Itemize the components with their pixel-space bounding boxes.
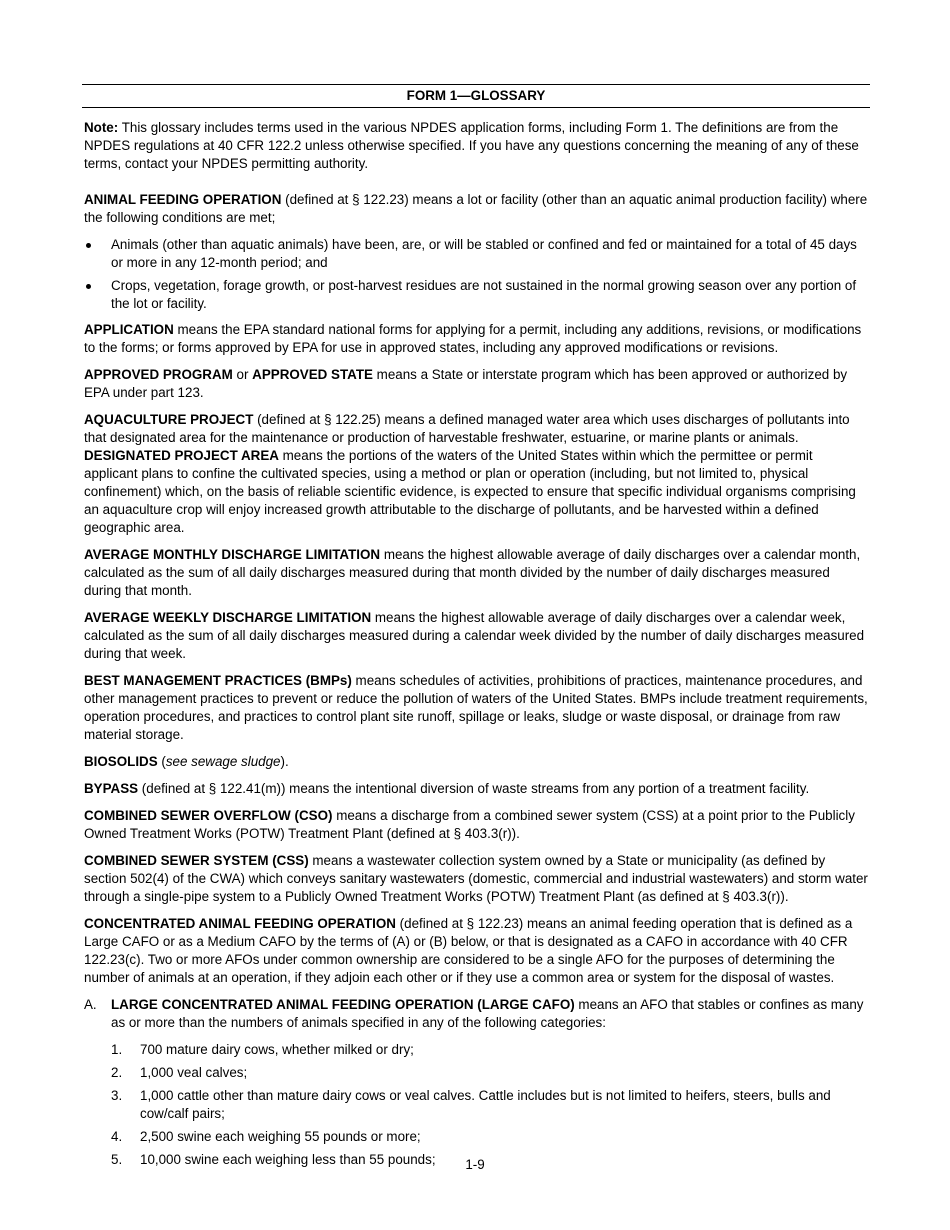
subsection-label: A. [84,997,97,1012]
glossary-note [84,119,868,173]
term: COMBINED SEWER SYSTEM (CSS) [84,853,309,868]
term: AVERAGE WEEKLY DISCHARGE LIMITATION [84,610,372,625]
item-text: 700 mature dairy cows, whether milked or dry; [140,1042,414,1057]
term: APPROVED PROGRAM [84,367,233,382]
connector: or [232,367,253,382]
entry-animal-feeding-operation [84,191,868,227]
cross-reference: see sewage sludge [165,754,281,769]
list-item [111,1128,868,1146]
term: BEST MANAGEMENT PRACTICES (BMPs) [84,673,352,688]
entry-bypass [84,780,868,798]
definition: means a wastewater collection system owned by a State or municipality (as defined by section 502(4) of the CWA) which conveys sanitary wastewaters (domestic, commercial and industrial wastewaters) and storm water through a single-pipe system to a Publicly Owned Treatment Works (POTW) Treatment Plant (as defined at § 403.3(r)). [84,853,868,904]
item-number: 1. [111,1042,123,1057]
definition: (defined at § 122.41(m)) means the intentional diversion of waste streams from any portion of a treatment facility. [138,781,810,796]
entry-average-weekly-discharge [84,609,868,663]
definition: (defined at § 122.23) means a lot or facility (other than an aquatic animal production facility) where the following conditions are met; [84,192,868,225]
term: CONCENTRATED ANIMAL FEEDING OPERATION [84,916,396,931]
item-number: 3. [111,1088,123,1103]
definition: (defined at § 122.23) means an animal feeding operation that is defined as a Large CAFO or as a Medium CAFO by the terms of (A) or (B) below, or that is designated as a CAFO in accordance with 40 CFR 122.23(c). Two or more AFOs under common ownership are considered to be a single AFO for the purposes of determining the number of animals at an operation, if they adjoin each other or if they use a common area or system for the disposal of wastes. [84,916,853,985]
note-text: This glossary includes terms used in the various NPDES application forms, including Form 1. The definitions are from the NPDES regulations at 40 CFR 122.2 unless otherwise specified. If you have any questions concerning the meaning of any of these terms, contact your NPDES permitting authority. [84,120,859,171]
entry-combined-sewer-system [84,852,868,906]
term: AQUACULTURE PROJECT [84,412,254,427]
list-item: Animals (other than aquatic animals) have been, are, or will be stabled or confined and fed or maintained for a total of 45 days or more in any 12-month period; and [84,236,868,272]
item-text: 1,000 veal calves; [140,1065,248,1080]
list-item [111,1087,868,1123]
list-item [111,1041,868,1059]
note-label: Note: [84,120,119,135]
term: APPROVED STATE [252,367,373,382]
item-number: 2. [111,1065,123,1080]
entry-combined-sewer-overflow [84,807,868,843]
definition: (defined at § 122.25) means a defined managed water area which uses discharges of pollutants into that designated area for the maintenance or production of harvestable freshwater, estuarine, or marine plants or animals. [84,412,850,445]
definition: means the highest allowable average of daily discharges over a calendar month, calculated as the sum of all daily discharges measured during that month divided by the number of daily discharges measured during that month. [84,547,861,598]
document-page [84,84,868,1174]
entry-average-monthly-discharge [84,546,868,600]
item-number: 5. [111,1152,123,1167]
term: APPLICATION [84,322,174,337]
term: DESIGNATED PROJECT AREA [84,448,279,463]
entry-aquaculture-project [84,411,868,537]
paren-open: ( [157,754,166,769]
entry-application [84,321,868,357]
list-item: Crops, vegetation, forage growth, or post-harvest residues are not sustained in the normal growing season over any portion of the lot or facility. [84,277,868,313]
definition: means a State or interstate program which has been approved or authorized by EPA under part 123. [84,367,848,400]
term: AVERAGE MONTHLY DISCHARGE LIMITATION [84,547,381,562]
definition: means the portions of the waters of the United States within which the permittee or permit applicant plans to confine the cultivated species, using a method or plan or operation (including, but not limited to, physical confinement) which, on the basis of reliable scientific evidence, is expected to ensure that specific individual organisms comprising an aquaculture crop will enjoy increased growth attributable to the discharge of pollutants, and be harvested within a defined geographic area. [84,448,856,535]
paren-close: ). [280,754,289,769]
large-cafo-categories-list [84,1041,868,1169]
item-text: 1,000 cattle other than mature dairy cows or veal calves. Cattle includes but is not limited to heifers, steers, bulls and cow/calf pairs; [140,1088,831,1121]
entry-concentrated-animal-feeding-operation [84,915,868,987]
page-title: FORM 1—GLOSSARY [82,84,870,108]
large-cafo-subsection [84,996,868,1032]
definition: means schedules of activities, prohibitions of practices, maintenance procedures, and other management practices to prevent or reduce the pollution of waters of the United States. BMPs include treatment requirements, operation procedures, and practices to control plant site runoff, spillage or leaks, sludge or waste disposal, or drainage from raw material storage. [84,673,868,742]
entry-approved-program [84,366,868,402]
definition: means the highest allowable average of daily discharges over a calendar week, calculated as the sum of all daily discharges measured during a calendar week divided by the number of daily discharges measured during that week. [84,610,865,661]
list-item [111,1064,868,1082]
page-number: 1-9 [465,1157,485,1172]
afo-conditions-list [84,236,868,313]
item-text: 2,500 swine each weighing 55 pounds or more; [140,1129,421,1144]
entry-biosolids [84,753,868,771]
item-text: 10,000 swine each weighing less than 55 pounds; [140,1152,436,1167]
term: COMBINED SEWER OVERFLOW (CSO) [84,808,333,823]
definition: means a discharge from a combined sewer system (CSS) at a point prior to the Publicly Owned Treatment Works (POTW) Treatment Plant (defined at § 403.3(r)). [84,808,855,841]
term: BIOSOLIDS [84,754,158,769]
term: ANIMAL FEEDING OPERATION [84,192,282,207]
term: LARGE CONCENTRATED ANIMAL FEEDING OPERATION (LARGE CAFO) [111,997,575,1012]
entry-best-management-practices [84,672,868,744]
term: BYPASS [84,781,139,796]
definition: means the EPA standard national forms for applying for a permit, including any additions, revisions, or modifications to the forms; or forms approved by EPA for use in approved states, including any approved modifications or revisions. [84,322,862,355]
item-number: 4. [111,1129,123,1144]
definition: means an AFO that stables or confines as many as or more than the numbers of animals specified in any of the following categories: [111,997,864,1030]
